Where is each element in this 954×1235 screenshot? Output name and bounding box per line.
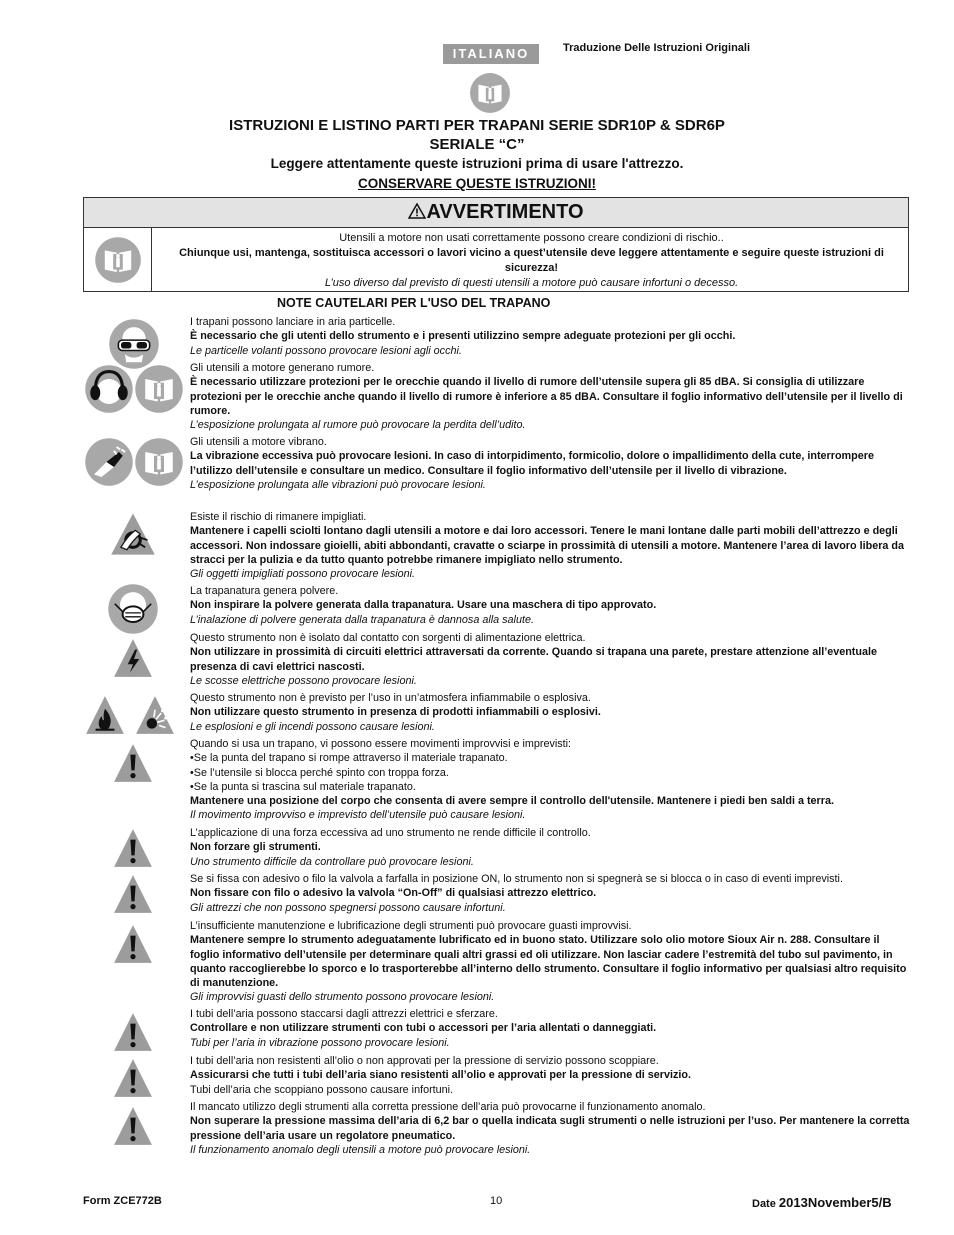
- note-hazard: La trapanatura genera polvere.: [190, 585, 339, 597]
- caution-note: [190, 1054, 910, 1097]
- exclamation-triangle-icon: [112, 1104, 154, 1148]
- note-hazard: I trapani possono lanciare in aria particelle.: [190, 316, 396, 328]
- book-info-icon: [134, 437, 184, 487]
- note-consequence: Uno strumento difficile da controllare può provocare lesioni.: [190, 855, 474, 868]
- note-consequence: Le particelle volanti possono provocare lesioni agli occhi.: [190, 344, 462, 357]
- note-hazard: Gli utensili a motore generano rumore.: [190, 362, 375, 374]
- warning-heading: [84, 198, 908, 228]
- note-consequence: Gli oggetti impigliati possono provocare lesioni.: [190, 568, 416, 581]
- vibration-icon: [84, 437, 134, 487]
- ear-protection-icon: [84, 364, 134, 414]
- dust-mask-icon: [107, 583, 159, 635]
- note-consequence: L’esposizione prolungata al rumore può provocare la perdita dell’udito.: [190, 419, 526, 432]
- note-hazard: Se si fissa con adesivo o filo la valvola a farfalla in posizione ON, lo strumento non si spegnerà se si blocca o in caso di eventi imprevisti.: [190, 873, 843, 885]
- note-instruction: Mantenere i capelli sciolti lontano dagli utensili a motore e dai loro accessori. Tenere le mani lontane dalle parti mobili dell’attrezzo e degli accessori. Non indossare gioielli, abiti abbondanti, cravatte o sciarpe in prossimità di utensili a motore. Mantenere l’area di lavoro libera da stracci per la pulizia e da tutto quanto potrebbe rimanere impigliato nello strumento.: [190, 525, 905, 566]
- electric-shock-icon: [112, 636, 154, 680]
- date-label: Date: [752, 1198, 776, 1210]
- exclamation-triangle-icon: [112, 872, 154, 916]
- note-consequence: Il movimento improvviso e imprevisto dell’utensile può causare lesioni.: [190, 809, 526, 822]
- note-hazard: Il mancato utilizzo degli strumenti alla corretta pressione dell’aria può provocarne il funzionamento anomalo.: [190, 1101, 706, 1113]
- document-title: ISTRUZIONI E LISTINO PARTI PER TRAPANI SERIE SDR10P & SDR6P: [229, 117, 725, 134]
- caution-note: [190, 631, 910, 688]
- note-instruction: È necessario utilizzare protezioni per le orecchie quando il livello di rumore dell’utensile supera gli 85 dBA. Si consiglia di utilizzare protezioni per le orecchie anche quando il livello di rumore è inferiore a 85 dBA. Consultare il foglio informativo dell’utensile per il livello di rumore.: [190, 376, 903, 417]
- exclamation-triangle-icon: [112, 741, 154, 785]
- note-bullet: •Se l’utensile si blocca perché spinto con troppa forza.: [190, 766, 449, 779]
- note-consequence: Tubi per l’aria in vibrazione possono provocare lesioni.: [190, 1036, 450, 1049]
- note-consequence: Il funzionamento anomalo degli utensili a motore può provocare lesioni.: [190, 1143, 531, 1156]
- section-heading: NOTE CAUTELARI PER L'USO DEL TRAPANO: [277, 296, 551, 310]
- warning-icon-cell: [84, 228, 152, 291]
- note-instruction: La vibrazione eccessiva può provocare lesioni. In caso di intorpidimento, formicolio, dolore o impallidimento della cute, interrompere l’utilizzo dell’utensile e consultare un medico. Consultare il foglio informativo dell’utensile per il livello di vibrazione.: [190, 450, 874, 477]
- note-instruction: Non forzare gli strumenti.: [190, 841, 321, 854]
- note-bullet: •Se la punta del trapano si rompe attraverso il materiale trapanato.: [190, 752, 508, 765]
- exclamation-triangle-icon: [112, 922, 154, 966]
- note-instruction: È necessario che gli utenti dello strumento e i presenti utilizzino sempre adeguate protezioni per gli occhi.: [190, 330, 736, 343]
- note-instruction: Non superare la pressione massima dell’aria di 6,2 bar o quella indicata sugli strumenti o nelle istruzioni per l’uso. Per mantenere la corretta pressione dell’aria usare un regolatore pneumatico.: [190, 1115, 910, 1142]
- note-instruction: Non inspirare la polvere generata dalla trapanatura. Usare una maschera di tipo approvato.: [190, 599, 657, 612]
- note-instruction: Non utilizzare in prossimità di circuiti elettrici attraversati da corrente. Quando si trapana una parete, prestare attenzione all’eventuale presenza di cavi elettrici nascosti.: [190, 646, 878, 673]
- caution-note: [190, 510, 910, 581]
- caution-note: [190, 872, 910, 915]
- date-value: 2013November5/B: [778, 1195, 892, 1210]
- note-consequence: Tubi dell’aria che scoppiano possono causare infortuni.: [190, 1083, 454, 1096]
- note-bullet: •Se la punta si trascina sul materiale trapanato.: [190, 780, 416, 793]
- warning-text: [154, 231, 909, 291]
- explosive-icon: [134, 693, 176, 737]
- caution-note: [190, 737, 910, 823]
- note-instruction: Controllare e non utilizzare strumenti con tubi o accessori per l’aria allentati o danneggiati.: [190, 1022, 657, 1035]
- note-consequence: L’inalazione di polvere generata dalla trapanatura è dannosa alla salute.: [190, 613, 534, 626]
- page-number: 10: [490, 1195, 503, 1207]
- note-hazard: Questo strumento non è isolato dal contatto con sorgenti di alimentazione elettrica.: [190, 632, 586, 644]
- read-instructions-note: Leggere attentamente queste istruzioni prima di usare l'attrezzo.: [270, 156, 684, 171]
- note-hazard: L’applicazione di una forza eccessiva ad uno strumento ne rende difficile il controllo.: [190, 827, 591, 839]
- note-hazard: Quando si usa un trapano, vi possono essere movimenti improvvisi e imprevisti:: [190, 738, 572, 750]
- exclamation-triangle-icon: [112, 826, 154, 870]
- warning-box: [83, 197, 909, 292]
- goggles-icon: [108, 318, 160, 370]
- note-hazard: Questo strumento non è previsto per l’uso in un’atmosfera infiammabile o esplosiva.: [190, 692, 591, 704]
- warning-italic: L’uso diverso dal previsto di questi utensili a motore può causare infortuni o decesso.: [324, 277, 739, 289]
- note-hazard: I tubi dell’aria possono staccarsi dagli attrezzi elettrici e sferzare.: [190, 1008, 498, 1020]
- flammable-icon: [84, 693, 126, 737]
- note-hazard: Esiste il rischio di rimanere impigliati.: [190, 511, 367, 523]
- note-instruction: Non utilizzare questo strumento in presenza di prodotti infiammabili o esplosivi.: [190, 706, 601, 719]
- book-info-icon: [134, 364, 184, 414]
- caution-note: [190, 826, 910, 869]
- document-title-series: SERIALE “C”: [429, 136, 525, 153]
- warning-triangle-icon: [408, 203, 426, 219]
- caution-note: [190, 691, 910, 734]
- entanglement-icon: [108, 511, 158, 557]
- exclamation-triangle-icon: [112, 1056, 154, 1100]
- note-instruction: Assicurarsi che tutti i tubi dell’aria siano resistenti all’olio e approvati per la pressione di servizio.: [190, 1069, 692, 1082]
- warning-heading-text: AVVERTIMENTO: [426, 201, 584, 223]
- document-date: [752, 1195, 892, 1210]
- caution-note: [190, 919, 910, 1005]
- note-instruction: Mantenere sempre lo strumento adeguatamente lubrificato ed in buono stato. Utilizzare solo olio motore Sioux Air n. 288. Consultare il foglio informativo dell’utensile per determinare quali altri grassi ed oli utilizzare. Non lasciar cadere l’estremità del tubo sul pavimento, in quanto raccoglierebbe lo sporco e lo trasporterebbe all’interno dello strumento. Consultare il foglio informativo per qualsiasi altro requisito di manutenzione.: [190, 934, 907, 990]
- note-consequence: Gli attrezzi che non possono spegnersi possono causare infortuni.: [190, 901, 506, 914]
- form-number: Form ZCE772B: [83, 1195, 162, 1207]
- language-badge: ITALIANO: [443, 44, 539, 64]
- note-consequence: Gli improvvisi guasti dello strumento possono provocare lesioni.: [190, 991, 495, 1004]
- warning-bold: Chiunque usi, mantenga, sostituisca accessori o lavori vicino a quest’utensile deve leggere attentamente e seguire queste istruzioni di sicurezza!: [179, 247, 884, 274]
- note-instruction: Mantenere una posizione del corpo che consenta di avere sempre il controllo dell'utensile. Mantenere i piedi ben saldi a terra.: [190, 795, 834, 808]
- caution-note: [190, 1100, 910, 1157]
- caution-note: [190, 361, 910, 432]
- warning-plain: Utensili a motore non usati correttamente possono creare condizioni di rischio..: [339, 232, 724, 244]
- book-info-icon: [94, 236, 142, 284]
- note-instruction: Non fissare con filo o adesivo la valvola “On-Off” di qualsiasi attrezzo elettrico.: [190, 887, 597, 900]
- note-consequence: Le esplosioni e gli incendi possono causare lesioni.: [190, 720, 435, 733]
- note-hazard: Gli utensili a motore vibrano.: [190, 436, 327, 448]
- caution-note: [190, 435, 910, 492]
- caution-note: [190, 315, 910, 358]
- note-consequence: L’esposizione prolungata alle vibrazioni può provocare lesioni.: [190, 478, 486, 491]
- exclamation-triangle-icon: [112, 1010, 154, 1054]
- note-hazard: I tubi dell’aria non resistenti all’olio o non approvati per la pressione di servizio possono scoppiare.: [190, 1055, 659, 1067]
- keep-instructions-note: CONSERVARE QUESTE ISTRUZIONI!: [357, 176, 597, 191]
- note-hazard: L’insufficiente manutenzione e lubrificazione degli strumenti può provocare guasti improvvisi.: [190, 920, 632, 932]
- translation-note: Traduzione Delle Istruzioni Originali: [563, 42, 751, 54]
- caution-note: [190, 584, 910, 627]
- note-consequence: Le scosse elettriche possono provocare lesioni.: [190, 674, 417, 687]
- book-info-icon: [469, 72, 511, 114]
- caution-note: [190, 1007, 910, 1050]
